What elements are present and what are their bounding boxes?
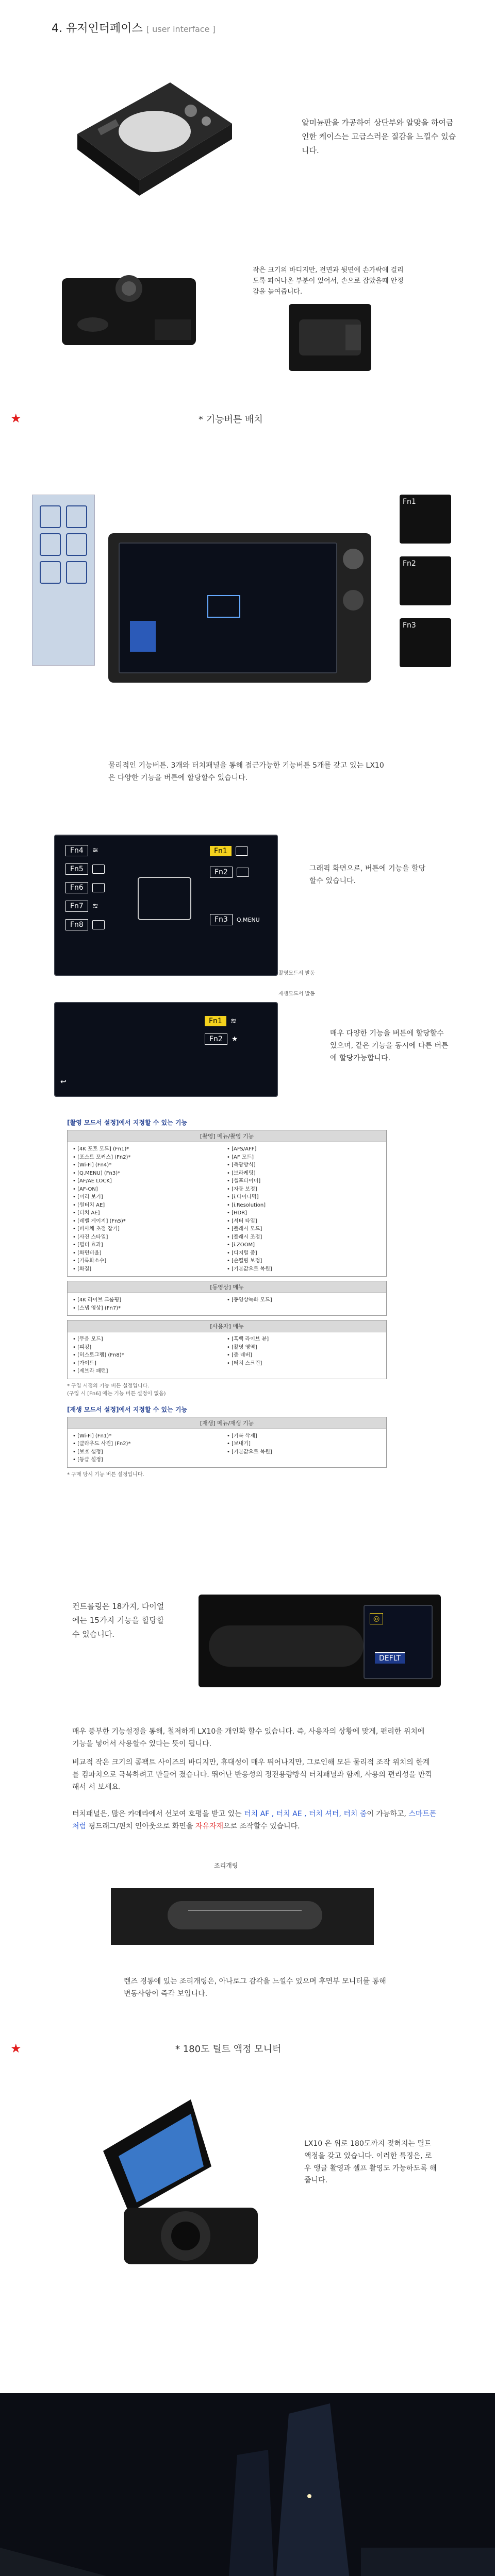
fn1-callout bbox=[400, 495, 451, 544]
touch-tab-wifi-icon[interactable] bbox=[40, 505, 61, 528]
table-cell: • [등급 설정] bbox=[73, 1457, 103, 1463]
table-cell: • [클라우드 사진] (Fn2)* bbox=[73, 1441, 131, 1447]
function-button-heading: * 기능버튼 배치 bbox=[199, 414, 263, 425]
customization-paragraph: 매우 풍부한 기능설정을 통해, 철저하게 LX10을 개인화 할수 있습니다. 즉, 사용자의 상황에 맞게, 편리한 위치에 기능을 넣어서 사용할수 있다는 뜻이 됩니다. bbox=[72, 1727, 425, 1748]
table-cell: • [셀프타이머] bbox=[227, 1178, 261, 1184]
table-cell: • [흑백 라이브 뷰] bbox=[227, 1336, 269, 1342]
touch-tab-peaking-icon[interactable] bbox=[40, 561, 61, 584]
table-cell: • [가이드] bbox=[73, 1360, 96, 1366]
histogram-icon bbox=[92, 920, 105, 929]
table-cell: • [플래시 조정] bbox=[227, 1234, 262, 1240]
back-icon[interactable]: ↩ bbox=[60, 1078, 67, 1086]
table-cell: • [촬영 영역] bbox=[227, 1344, 257, 1350]
post-focus-icon bbox=[237, 868, 249, 877]
table-column-left bbox=[73, 1145, 227, 1273]
table-header: [사용자] 메뉴 bbox=[68, 1320, 386, 1332]
table-cell: • [피사체 초점 잡기] bbox=[73, 1226, 120, 1232]
table-cell: • [터치 AE] bbox=[73, 1210, 100, 1216]
playback-fn-screen bbox=[54, 1002, 278, 1097]
control-ring-photo bbox=[199, 1595, 441, 1687]
section-title-text: 유저인터페이스 bbox=[66, 22, 143, 35]
star-icon: ★ bbox=[10, 411, 22, 426]
fn2-button[interactable]: Fn2 bbox=[210, 867, 233, 878]
table-note: * 구매 당시 기능 버튼 설정입니다. bbox=[67, 1471, 144, 1478]
shooting-menu-table bbox=[67, 1130, 387, 1277]
rear-dial[interactable] bbox=[343, 549, 364, 569]
small-screen-desc: 매우 다양한 기능을 버튼에 할당할수 있으며, 같은 기능을 동시에 다른 버튼에 할당가능합니다. bbox=[330, 1029, 449, 1062]
photo-icon bbox=[92, 883, 105, 892]
table-title-playback: [재생 모드서 설정]에서 지정할 수 있는 기능 bbox=[67, 1405, 188, 1413]
section1-desc1: 알미늄판을 가공하여 상단부와 알맞을 하여금 인한 케이스는 고급스러운 질감을 느낄수 있습니다. bbox=[302, 118, 456, 155]
camera-outline-graphic bbox=[138, 877, 191, 920]
camera-grip-detail-photo bbox=[289, 304, 371, 371]
table-cell: • [보호 설정] bbox=[73, 1449, 103, 1455]
night-city-sample-photo bbox=[0, 2393, 495, 2576]
table-cell: • [화면비율] bbox=[73, 1250, 102, 1256]
table-header: [촬영] 메뉴/촬영 기능 bbox=[68, 1130, 386, 1142]
aperture-ring-desc: 렌즈 경통에 있는 조리개링은, 아나로그 감각을 느낄수 있으며 후면부 모니터를 통해 변동사항이 즉각 보입니다. bbox=[124, 1977, 386, 1998]
table-cell: • [손떨림 보정] bbox=[227, 1258, 262, 1264]
touch-tab-4k-icon[interactable] bbox=[66, 505, 87, 528]
table-cell: • [Wi-Fi] (Fn4)* bbox=[73, 1162, 112, 1168]
fn6-button[interactable]: Fn6 bbox=[65, 882, 88, 893]
wifi-icon: ≋ bbox=[92, 846, 98, 855]
wifi-icon: ≋ bbox=[230, 1017, 237, 1025]
table-column-right bbox=[227, 1432, 381, 1464]
touch-features-highlight: 터치 AF , 터치 AE , 터치 셔터, 터치 줌 bbox=[244, 1810, 367, 1818]
fn3-button[interactable]: Fn3 bbox=[210, 914, 233, 925]
table-cell: • [브라케팅] bbox=[227, 1170, 256, 1176]
fn-assign-screen bbox=[54, 835, 278, 976]
table-cell: • [기본값으로 복원] bbox=[227, 1266, 272, 1272]
histogram-widget bbox=[130, 621, 156, 652]
fn5-button[interactable]: Fn5 bbox=[65, 863, 88, 875]
table-cell: • [자동 보정] bbox=[227, 1186, 257, 1192]
table-cell: • [기록화소수] bbox=[73, 1258, 107, 1264]
table-note: * 구입 시점의 기능 버튼 설정입니다. bbox=[67, 1383, 150, 1389]
fn4-button[interactable]: Fn4 bbox=[65, 845, 88, 856]
table-cell: • [HDR] bbox=[227, 1210, 248, 1216]
table-cell: • [i.다이나믹] bbox=[227, 1194, 259, 1200]
page-title bbox=[52, 20, 216, 36]
fn2-label: Fn2 bbox=[403, 560, 416, 568]
smartphone-highlight: 스마트폰처럼 bbox=[72, 1810, 437, 1831]
touch-panel-text-a: 터치패널은, 많은 카메라에서 선보여 호평을 받고 있는 bbox=[72, 1810, 244, 1818]
playback-menu-table bbox=[67, 1417, 387, 1468]
function-button-desc: 물리적인 기능버튼. 3개와 터치패널을 통해 접근가능한 기능버튼 5개를 갖고 있는 LX10은 다양한 기능을 버튼에 할당할수 있습니다. bbox=[108, 761, 384, 782]
table-cell: • [AF/AE LOCK] bbox=[73, 1178, 112, 1184]
table-cell: • [피킹] bbox=[73, 1344, 92, 1350]
table-note: (구입 시 [Fn6] 에는 기능 버튼 설정이 없음) bbox=[67, 1391, 166, 1397]
table-cell: • [동영상녹화 모드] bbox=[227, 1297, 272, 1303]
rear-lcd-screen bbox=[119, 543, 337, 673]
section-subtitle: [ user interface ] bbox=[146, 24, 216, 34]
section-number: 4. bbox=[52, 22, 62, 35]
touch-panel-text-b: 이 가능하고, bbox=[367, 1810, 409, 1818]
table-header: [동영상] 메뉴 bbox=[68, 1281, 386, 1293]
table-cell: • [포스트 포커스] (Fn2)* bbox=[73, 1154, 131, 1160]
level-gauge-icon bbox=[92, 865, 105, 874]
dial-assign-screen bbox=[364, 1605, 433, 1679]
tilt-monitor-desc: LX10 은 위로 180도까지 젖혀지는 틸트 액정을 갖고 있습니다. 이러한 특징은, 로우 앵글 촬영과 셀프 촬영도 가능하도록 해줍니다. bbox=[304, 2140, 437, 2185]
table-cell: • [i.ZOOM] bbox=[227, 1242, 255, 1248]
graphic-screen-desc: 그래픽 화면으로, 버튼에 기능을 할당할수 있습니다. bbox=[309, 865, 426, 885]
table-cell: • [화질] bbox=[73, 1266, 92, 1272]
touch-panel-text-d: 으로 조작할수 있습니다. bbox=[223, 1822, 300, 1831]
table-cell: • [스냅 영상] (Fn7)* bbox=[73, 1305, 121, 1311]
body-size-paragraph: 비교적 작은 크기의 콤팩트 사이즈의 바디지만, 휴대성이 매우 뛰어나지만, 그로인해 모든 물리적 조작 위치의 한계를 컴파치으로 극복하려고 만들어 졌습니다. 뛰어난 반응성의 정전용량방식 터치패널과 함께, 사용의 편리성을 만끽해서 서 보세요. bbox=[72, 1758, 432, 1791]
star-icon: ★ bbox=[10, 2041, 22, 2056]
table-cell: • [미리 보기] bbox=[73, 1194, 103, 1200]
tilt-monitor-photo bbox=[88, 2094, 284, 2280]
shooting-mode-caption: 촬영모드서 발동 bbox=[278, 971, 315, 976]
touch-tab-strip bbox=[32, 495, 95, 666]
playback-fn2-button[interactable]: Fn2 bbox=[205, 1033, 227, 1045]
tilt-monitor-heading: * 180도 틸트 액정 모니터 bbox=[175, 2044, 282, 2055]
fn7-button[interactable]: Fn7 bbox=[65, 901, 88, 912]
table-cell: • [제브라 패턴] bbox=[73, 1368, 108, 1374]
table-cell: • [4K 포토 모드] (Fn1)* bbox=[73, 1146, 129, 1152]
table-cell: • [보내기] bbox=[227, 1441, 251, 1447]
camera-rear-photo bbox=[57, 258, 201, 366]
table-column-right bbox=[227, 1296, 381, 1312]
table-column-left bbox=[73, 1432, 227, 1464]
table-cell: • [셔터 타입] bbox=[227, 1218, 257, 1224]
fn1-label: Fn1 bbox=[403, 498, 416, 506]
table-cell: • [Q.MENU] (Fn3)* bbox=[73, 1170, 121, 1176]
table-header: [재생] 메뉴/재생 기능 bbox=[68, 1417, 386, 1429]
table-cell: • [플래시 모드] bbox=[227, 1226, 262, 1232]
table-cell: • [사진 스타일] bbox=[73, 1234, 108, 1240]
touch-panel-paragraph bbox=[72, 1808, 438, 1833]
table-cell: • [무음 모드] bbox=[73, 1336, 103, 1342]
rear-control-ring[interactable] bbox=[343, 590, 364, 611]
table-cell: • [히스토그램] (Fn8)* bbox=[73, 1352, 124, 1358]
control-ring-desc: 컨트롤링은 18가지, 다이얼에는 15가지 기능을 할당할수 있습니다. bbox=[72, 1602, 164, 1639]
movie-menu-table bbox=[67, 1281, 387, 1316]
fn2-callout bbox=[400, 556, 451, 605]
playback-mode-caption: 재생모드서 발동 bbox=[278, 991, 315, 997]
table-column-right bbox=[227, 1145, 381, 1273]
fn1-selected-button[interactable]: Fn1 bbox=[210, 846, 232, 856]
table-column-left bbox=[73, 1335, 227, 1376]
fn3-label: Fn3 bbox=[403, 621, 416, 630]
fn8-button[interactable]: Fn8 bbox=[65, 919, 88, 930]
table-column-left bbox=[73, 1296, 227, 1312]
table-cell: • [원터치 AE] bbox=[73, 1202, 105, 1208]
table-column-right bbox=[227, 1335, 381, 1376]
section1-desc2: 작은 크기의 바디지만, 전면과 뒷면에 손가락에 걸리도록 파여나온 부분이 있어서, 손으로 잡았을때 안정감을 높여줍니다. bbox=[253, 266, 404, 296]
function-table-block bbox=[67, 1118, 387, 1478]
table-cell: • [AF 모드] bbox=[227, 1154, 254, 1160]
table-title-shooting: [촬영 모드서 설정]에서 지정할 수 있는 기능 bbox=[67, 1119, 188, 1126]
camera-top-photo bbox=[67, 62, 237, 211]
table-cell: • [줌 레버] bbox=[227, 1352, 253, 1358]
table-cell: • [측광방식] bbox=[227, 1162, 256, 1168]
star-rating-icon: ★ bbox=[231, 1035, 238, 1043]
table-cell: • [터치 스크린] bbox=[227, 1360, 262, 1366]
4k-photo-icon bbox=[236, 846, 248, 856]
aperture-ring-photo bbox=[111, 1888, 374, 1945]
custom-menu-table bbox=[67, 1320, 387, 1379]
table-cell: • [기록 삭제] bbox=[227, 1433, 257, 1439]
table-cell: • [i.Resolution] bbox=[227, 1202, 266, 1208]
default-button[interactable]: DEFLT bbox=[375, 1652, 405, 1664]
table-cell: • [필터 효과] bbox=[73, 1242, 103, 1248]
fn3-callout bbox=[400, 618, 451, 667]
aperture-ring-label: 조리개링 bbox=[214, 1862, 238, 1869]
free-control-highlight: 자유자재 bbox=[195, 1822, 224, 1831]
wifi-icon: ≋ bbox=[92, 902, 98, 910]
touch-panel-text-c: 핑드래그/핀치 인아웃으로 화면을 bbox=[86, 1822, 195, 1831]
touch-tab-zebra-icon[interactable] bbox=[66, 561, 87, 584]
table-cell: • [디지털 줌] bbox=[227, 1250, 257, 1256]
table-cell: • [AFS/AFF] bbox=[227, 1146, 257, 1152]
af-frame bbox=[207, 595, 240, 618]
table-cell: • [Wi-Fi] (Fn1)* bbox=[73, 1433, 112, 1439]
table-cell: • [기본값으로 복원] bbox=[227, 1449, 272, 1455]
table-cell: • [4K 라이브 크롭핑] bbox=[73, 1297, 122, 1303]
touch-tab-grid-icon[interactable] bbox=[66, 533, 87, 556]
qmenu-badge: Q.MENU bbox=[236, 916, 260, 923]
dial-assign-icon[interactable]: ◎ bbox=[370, 1613, 383, 1624]
camera-rear-lcd-photo bbox=[108, 533, 371, 683]
table-cell: • [AF-ON] bbox=[73, 1186, 98, 1192]
table-cell: • [레벨 게이지] (Fn5)* bbox=[73, 1218, 126, 1224]
playback-fn1-button[interactable]: Fn1 bbox=[205, 1016, 226, 1026]
touch-tab-photo-icon[interactable] bbox=[40, 533, 61, 556]
